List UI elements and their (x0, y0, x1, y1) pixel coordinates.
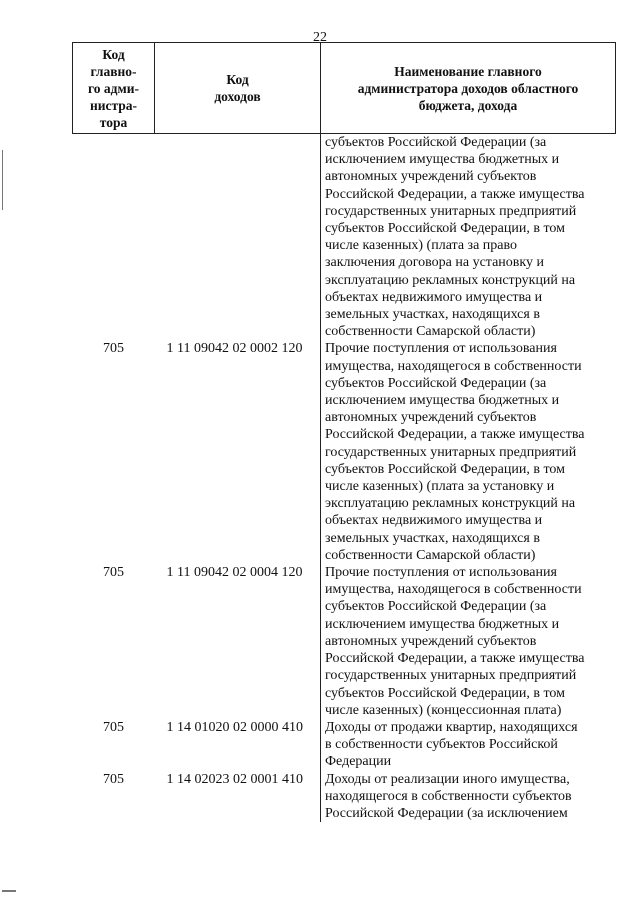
header-line: администратора доходов областного (357, 80, 579, 96)
header-name (321, 43, 616, 134)
name-line: государственных унитарных предприятий (325, 444, 577, 460)
name-line: в собственности субъектов Российской (325, 737, 558, 753)
revenue-name-cell (321, 719, 616, 771)
revenue-name-cell (321, 340, 616, 564)
header-revenue-code (155, 43, 321, 134)
header-line: доходов (214, 89, 261, 104)
name-line: субъектов Российской Федерации, в том (325, 685, 565, 701)
revenue-code-cell (155, 134, 321, 341)
admin-code-cell (73, 134, 155, 341)
table-row (73, 134, 616, 341)
header-line: нистра- (89, 97, 138, 113)
revenue-name-cell (321, 134, 616, 341)
name-line: исключением имущества бюджетных и (325, 616, 560, 632)
name-line: исключением имущества бюджетных и (325, 393, 560, 409)
table-body (73, 134, 616, 823)
name-line: Доходы от продажи квартир, находящихся (325, 719, 578, 735)
page-number: 22 (313, 30, 327, 45)
name-line: государственных унитарных предприятий (325, 203, 577, 219)
name-line: находящегося в собственности субъектов (325, 788, 572, 804)
name-line: государственных унитарных предприятий (325, 668, 577, 684)
header-admin-code (73, 43, 155, 134)
name-line: эксплуатацию рекламных конструкций на (325, 272, 576, 288)
name-line: объектах недвижимого имущества и (325, 513, 543, 529)
table-row (73, 771, 616, 823)
name-line: Российской Федерации, а также имущества (325, 186, 585, 202)
header-line: Наименование главного (394, 63, 542, 79)
name-line: собственности Самарской области) (325, 547, 536, 563)
name-line: эксплуатацию рекламных конструкций на (325, 496, 576, 512)
admin-code-cell: 705 (103, 719, 124, 735)
admin-code-cell: 705 (103, 771, 124, 787)
name-line: числе казенных) (плата за право (325, 238, 518, 254)
name-line: Доходы от реализации иного имущества, (325, 771, 570, 787)
revenue-code-cell: 1 11 09042 02 0002 120 (166, 341, 303, 357)
table-row (73, 340, 616, 564)
name-line: имущества, находящегося в собственности (325, 358, 582, 374)
revenue-code-cell: 1 11 09042 02 0004 120 (166, 565, 303, 581)
admin-code-cell: 705 (103, 341, 124, 357)
header-line: бюджета, дохода (418, 97, 518, 113)
name-line: Российской Федерации (за исключением (325, 805, 568, 821)
name-line: автономных учреждений субъектов (325, 169, 537, 185)
name-line: субъектов Российской Федерации (за (325, 599, 547, 615)
name-line: субъектов Российской Федерации, в том (325, 221, 565, 237)
name-line: имущества, находящегося в собственности (325, 582, 582, 598)
header-line: главно- (90, 63, 137, 79)
name-line: исключением имущества бюджетных и (325, 152, 560, 168)
table-header (73, 43, 616, 134)
name-line: Российской Федерации, а также имущества (325, 427, 585, 443)
revenue-code-cell: 1 14 02023 02 0001 410 (166, 771, 303, 787)
scan-mark-left-top (2, 150, 3, 210)
header-line: Код (102, 46, 125, 62)
name-line: автономных учреждений субъектов (325, 633, 537, 649)
scan-mark-left-bottom (2, 890, 16, 892)
revenue-table (72, 42, 616, 822)
table-row (73, 719, 616, 771)
name-line: Прочие поступления от использования (325, 565, 557, 581)
header-line: го адми- (88, 80, 139, 96)
name-line: объектах недвижимого имущества и (325, 289, 543, 305)
name-line: субъектов Российской Федерации, в том (325, 461, 565, 477)
name-line: числе казенных) (концессионная плата) (325, 702, 562, 718)
name-line: заключения договора на установку и (325, 255, 545, 271)
name-line: земельных участках, находящихся в (325, 307, 540, 323)
revenue-name-cell (321, 564, 616, 719)
header-line: тора (99, 114, 128, 130)
table-row (73, 564, 616, 719)
admin-code-cell: 705 (103, 565, 124, 581)
name-line: Федерации (325, 754, 392, 770)
name-line: числе казенных) (плата за установку и (325, 479, 555, 495)
name-line: Российской Федерации, а также имущества (325, 651, 585, 667)
name-line: автономных учреждений субъектов (325, 410, 537, 426)
name-line: Прочие поступления от использования (325, 341, 557, 357)
revenue-name-cell (321, 771, 616, 823)
revenue-code-cell: 1 14 01020 02 0000 410 (166, 719, 303, 735)
name-line: собственности Самарской области) (325, 324, 536, 340)
name-line: субъектов Российской Федерации (за (325, 375, 547, 391)
name-line: субъектов Российской Федерации (за (325, 135, 547, 150)
header-line: Код (226, 72, 249, 87)
name-line: земельных участках, находящихся в (325, 530, 540, 546)
